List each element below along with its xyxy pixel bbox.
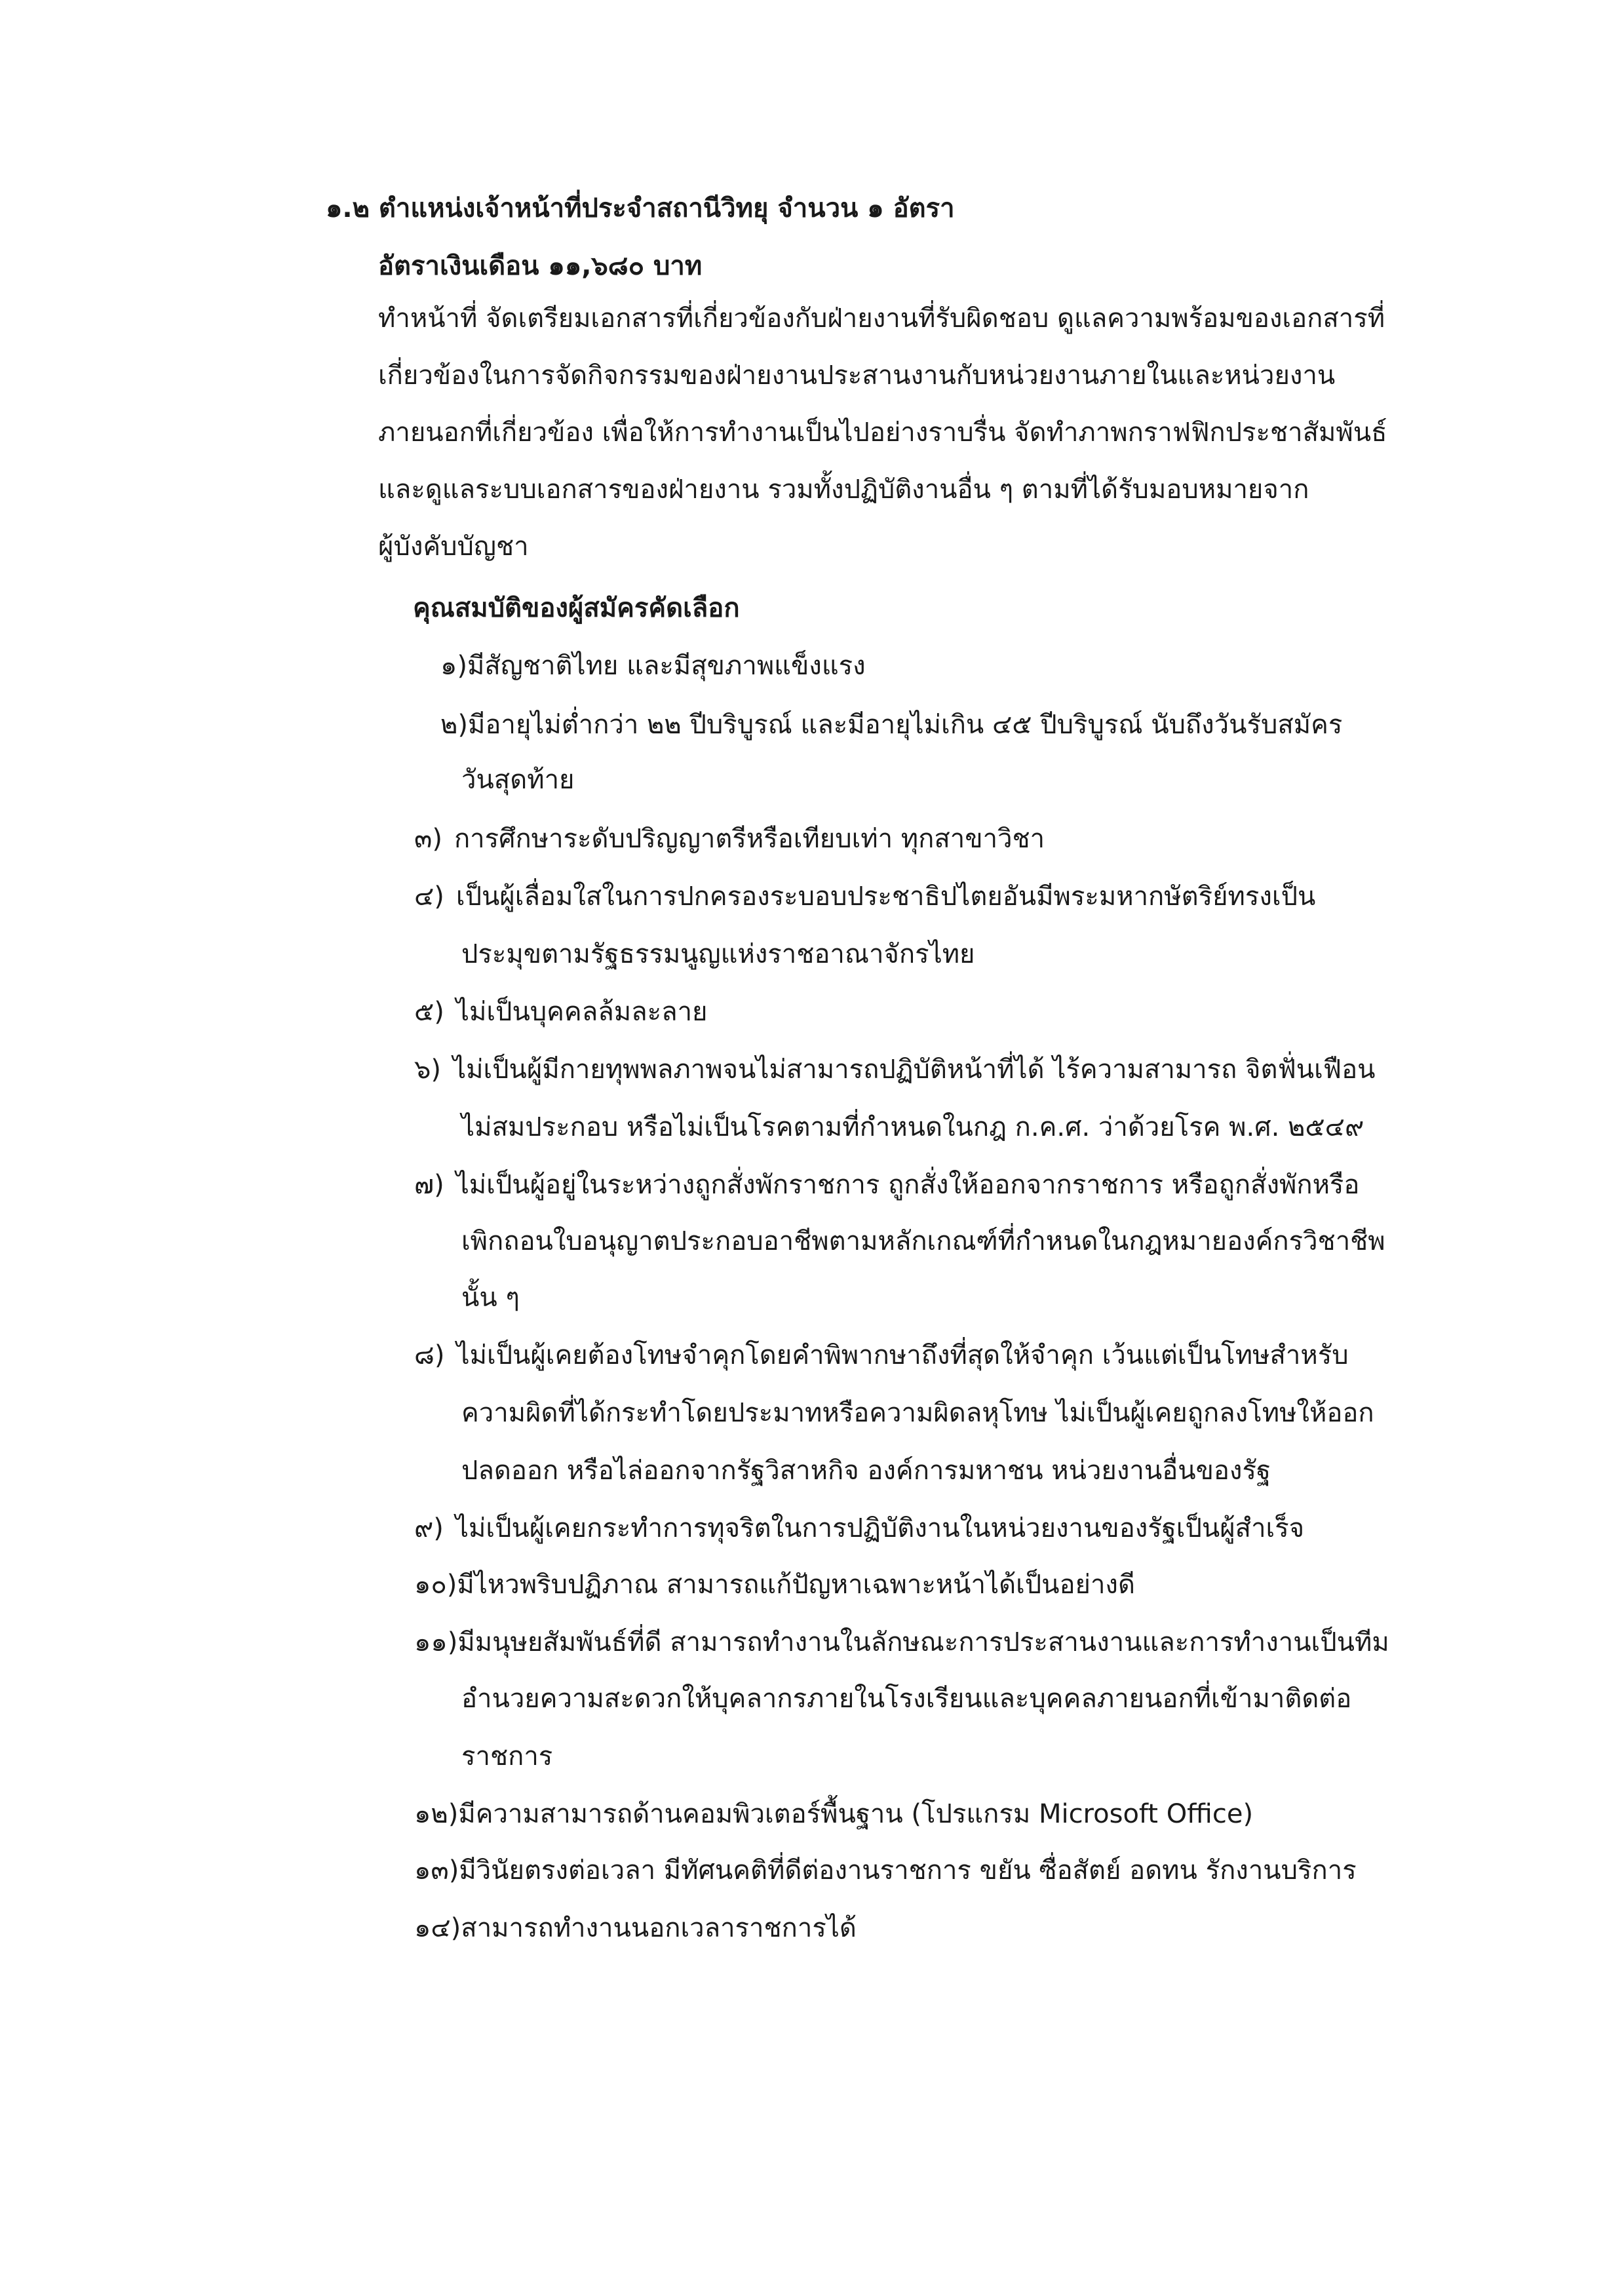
qualifications-heading: คุณสมบัติของผู้สมัครคัดเลือก	[413, 593, 740, 623]
item-text: มีไหวพริบปฏิภาณ สามารถแก้ปัญหาเฉพาะหน้าได้เป็นอย่างดี	[457, 1570, 1135, 1600]
qualification-item	[440, 707, 1342, 743]
item-number: ๑๔)	[414, 1913, 461, 1943]
item-number: ๓)	[414, 824, 442, 854]
qualification-item	[414, 1566, 1135, 1603]
duties-line: เกี่ยวข้องในการจัดกิจกรรมของฝ่ายงานประสานงานกับหน่วยงานภายในและหน่วยงาน	[378, 360, 1336, 391]
qualification-item	[414, 1337, 1349, 1374]
item-text: การศึกษาระดับปริญญาตรีหรือเทียบเท่า ทุกสาขาวิชา	[454, 824, 1045, 854]
item-continuation: วันสุดท้าย	[461, 765, 575, 795]
item-number: ๙)	[414, 1513, 444, 1543]
qualification-item	[414, 878, 1315, 915]
item-number: ๑๑)	[414, 1627, 458, 1657]
qualification-item	[414, 1510, 1304, 1547]
item-continuation: เพิกถอนใบอนุญาตประกอบอาชีพตามหลักเกณฑ์ที่กำหนดในกฎหมายองค์กรวิชาชีพ	[461, 1226, 1385, 1256]
item-continuation: ไม่สมประกอบ หรือไม่เป็นโรคตามที่กำหนดในกฎ ก.ค.ศ. ว่าด้วยโรค พ.ศ. ๒๕๔๙	[461, 1112, 1364, 1142]
qualification-item	[414, 994, 707, 1030]
qualification-item	[414, 1910, 857, 1947]
item-continuation: ราชการ	[461, 1741, 553, 1772]
item-text: ไม่เป็นผู้อยู่ในระหว่างถูกสั่งพักราชการ ถูกสั่งให้ออกจากราชการ หรือถูกสั่งพักหรือ	[455, 1170, 1360, 1200]
item-text: ไม่เป็นบุคคลล้มละลาย	[455, 997, 708, 1027]
item-text: ไม่เป็นผู้เคยต้องโทษจำคุกโดยคำพิพากษาถึงที่สุดให้จำคุก เว้นแต่เป็นโทษสำหรับ	[456, 1340, 1349, 1370]
duties-line: ทำหน้าที่ จัดเตรียมเอกสารที่เกี่ยวข้องกับฝ่ายงานที่รับผิดชอบ ดูแลความพร้อมของเอกสารที่	[378, 303, 1385, 334]
item-number: ๕)	[414, 997, 444, 1027]
section-heading: ๑.๒ ตำแหน่งเจ้าหน้าที่ประจำสถานีวิทยุ จำนวน ๑ อัตรา	[326, 193, 955, 223]
item-number: ๑๒)	[414, 1799, 459, 1829]
qualification-item	[414, 1852, 1357, 1889]
duties-line: ผู้บังคับบัญชา	[378, 532, 529, 562]
item-number: ๑)	[440, 651, 467, 681]
duties-line: ภายนอกที่เกี่ยวข้อง เพื่อให้การทำงานเป็นไปอย่างราบรื่น จัดทำภาพกราฟฟิกประชาสัมพันธ์	[378, 417, 1387, 448]
item-continuation: ความผิดที่ได้กระทำโดยประมาทหรือความผิดลหุโทษ ไม่เป็นผู้เคยถูกลงโทษให้ออก	[461, 1398, 1374, 1428]
item-number: ๖)	[414, 1055, 441, 1085]
item-text: มีสัญชาติไทย และมีสุขภาพแข็งแรง	[467, 651, 866, 681]
item-text: ไม่เป็นผู้มีกายทุพพลภาพจนไม่สามารถปฏิบัติหน้าที่ได้ ไร้ความสามารถ จิตฟั่นเฟือน	[453, 1055, 1376, 1085]
qualification-item	[414, 1051, 1375, 1088]
item-text: มีอายุไม่ต่ำกว่า ๒๒ ปีบริบูรณ์ และมีอายุไม่เกิน ๔๕ ปีบริบูรณ์ นับถึงวันรับสมัคร	[467, 710, 1343, 740]
item-text: มีวินัยตรงต่อเวลา มีทัศนคติที่ดีต่องานราชการ ขยัน ซื่อสัตย์ อดทน รักงานบริการ	[459, 1855, 1357, 1886]
item-text: มีมนุษยสัมพันธ์ที่ดี สามารถทำงานในลักษณะการประสานงานและการทำงานเป็นทีม	[457, 1627, 1389, 1657]
item-number: ๑๓)	[414, 1855, 459, 1886]
salary-line: อัตราเงินเดือน ๑๑,๖๘๐ บาท	[378, 251, 703, 281]
item-text: เป็นผู้เลื่อมใสในการปกครองระบอบประชาธิปไตยอันมีพระมหากษัตริย์ทรงเป็น	[455, 881, 1316, 912]
item-text: มีความสามารถด้านคอมพิวเตอร์พื้นฐาน (โปรแกรม Microsoft Office)	[458, 1799, 1254, 1829]
qualification-item	[414, 821, 1045, 857]
item-number: ๗)	[414, 1170, 444, 1200]
item-number: ๘)	[414, 1340, 445, 1370]
item-text: ไม่เป็นผู้เคยกระทำการทุจริตในการปฏิบัติงานในหน่วยงานของรัฐเป็นผู้สำเร็จ	[455, 1513, 1305, 1543]
item-continuation: ประมุขตามรัฐธรรมนูญแห่งราชอาณาจักรไทย	[461, 939, 975, 969]
qualification-item	[414, 1796, 1253, 1832]
item-number: ๑๐)	[414, 1570, 457, 1600]
item-continuation: อำนวยความสะดวกให้บุคลากรภายในโรงเรียนและบุคคลภายนอกที่เข้ามาติดต่อ	[461, 1684, 1352, 1714]
item-continuation: นั้น ๆ	[461, 1283, 520, 1313]
duties-line: และดูแลระบบเอกสารของฝ่ายงาน รวมทั้งปฏิบัติงานอื่น ๆ ตามที่ได้รับมอบหมายจาก	[378, 475, 1309, 505]
item-number: ๔)	[414, 881, 444, 912]
item-continuation: ปลดออก หรือไล่ออกจากรัฐวิสาหกิจ องค์การมหาชน หน่วยงานอื่นของรัฐ	[461, 1456, 1271, 1486]
item-text: สามารถทำงานนอกเวลาราชการได้	[461, 1913, 857, 1943]
qualification-item	[414, 1167, 1359, 1203]
qualification-item	[440, 648, 866, 684]
item-number: ๒)	[440, 710, 468, 740]
qualification-item	[414, 1624, 1389, 1661]
